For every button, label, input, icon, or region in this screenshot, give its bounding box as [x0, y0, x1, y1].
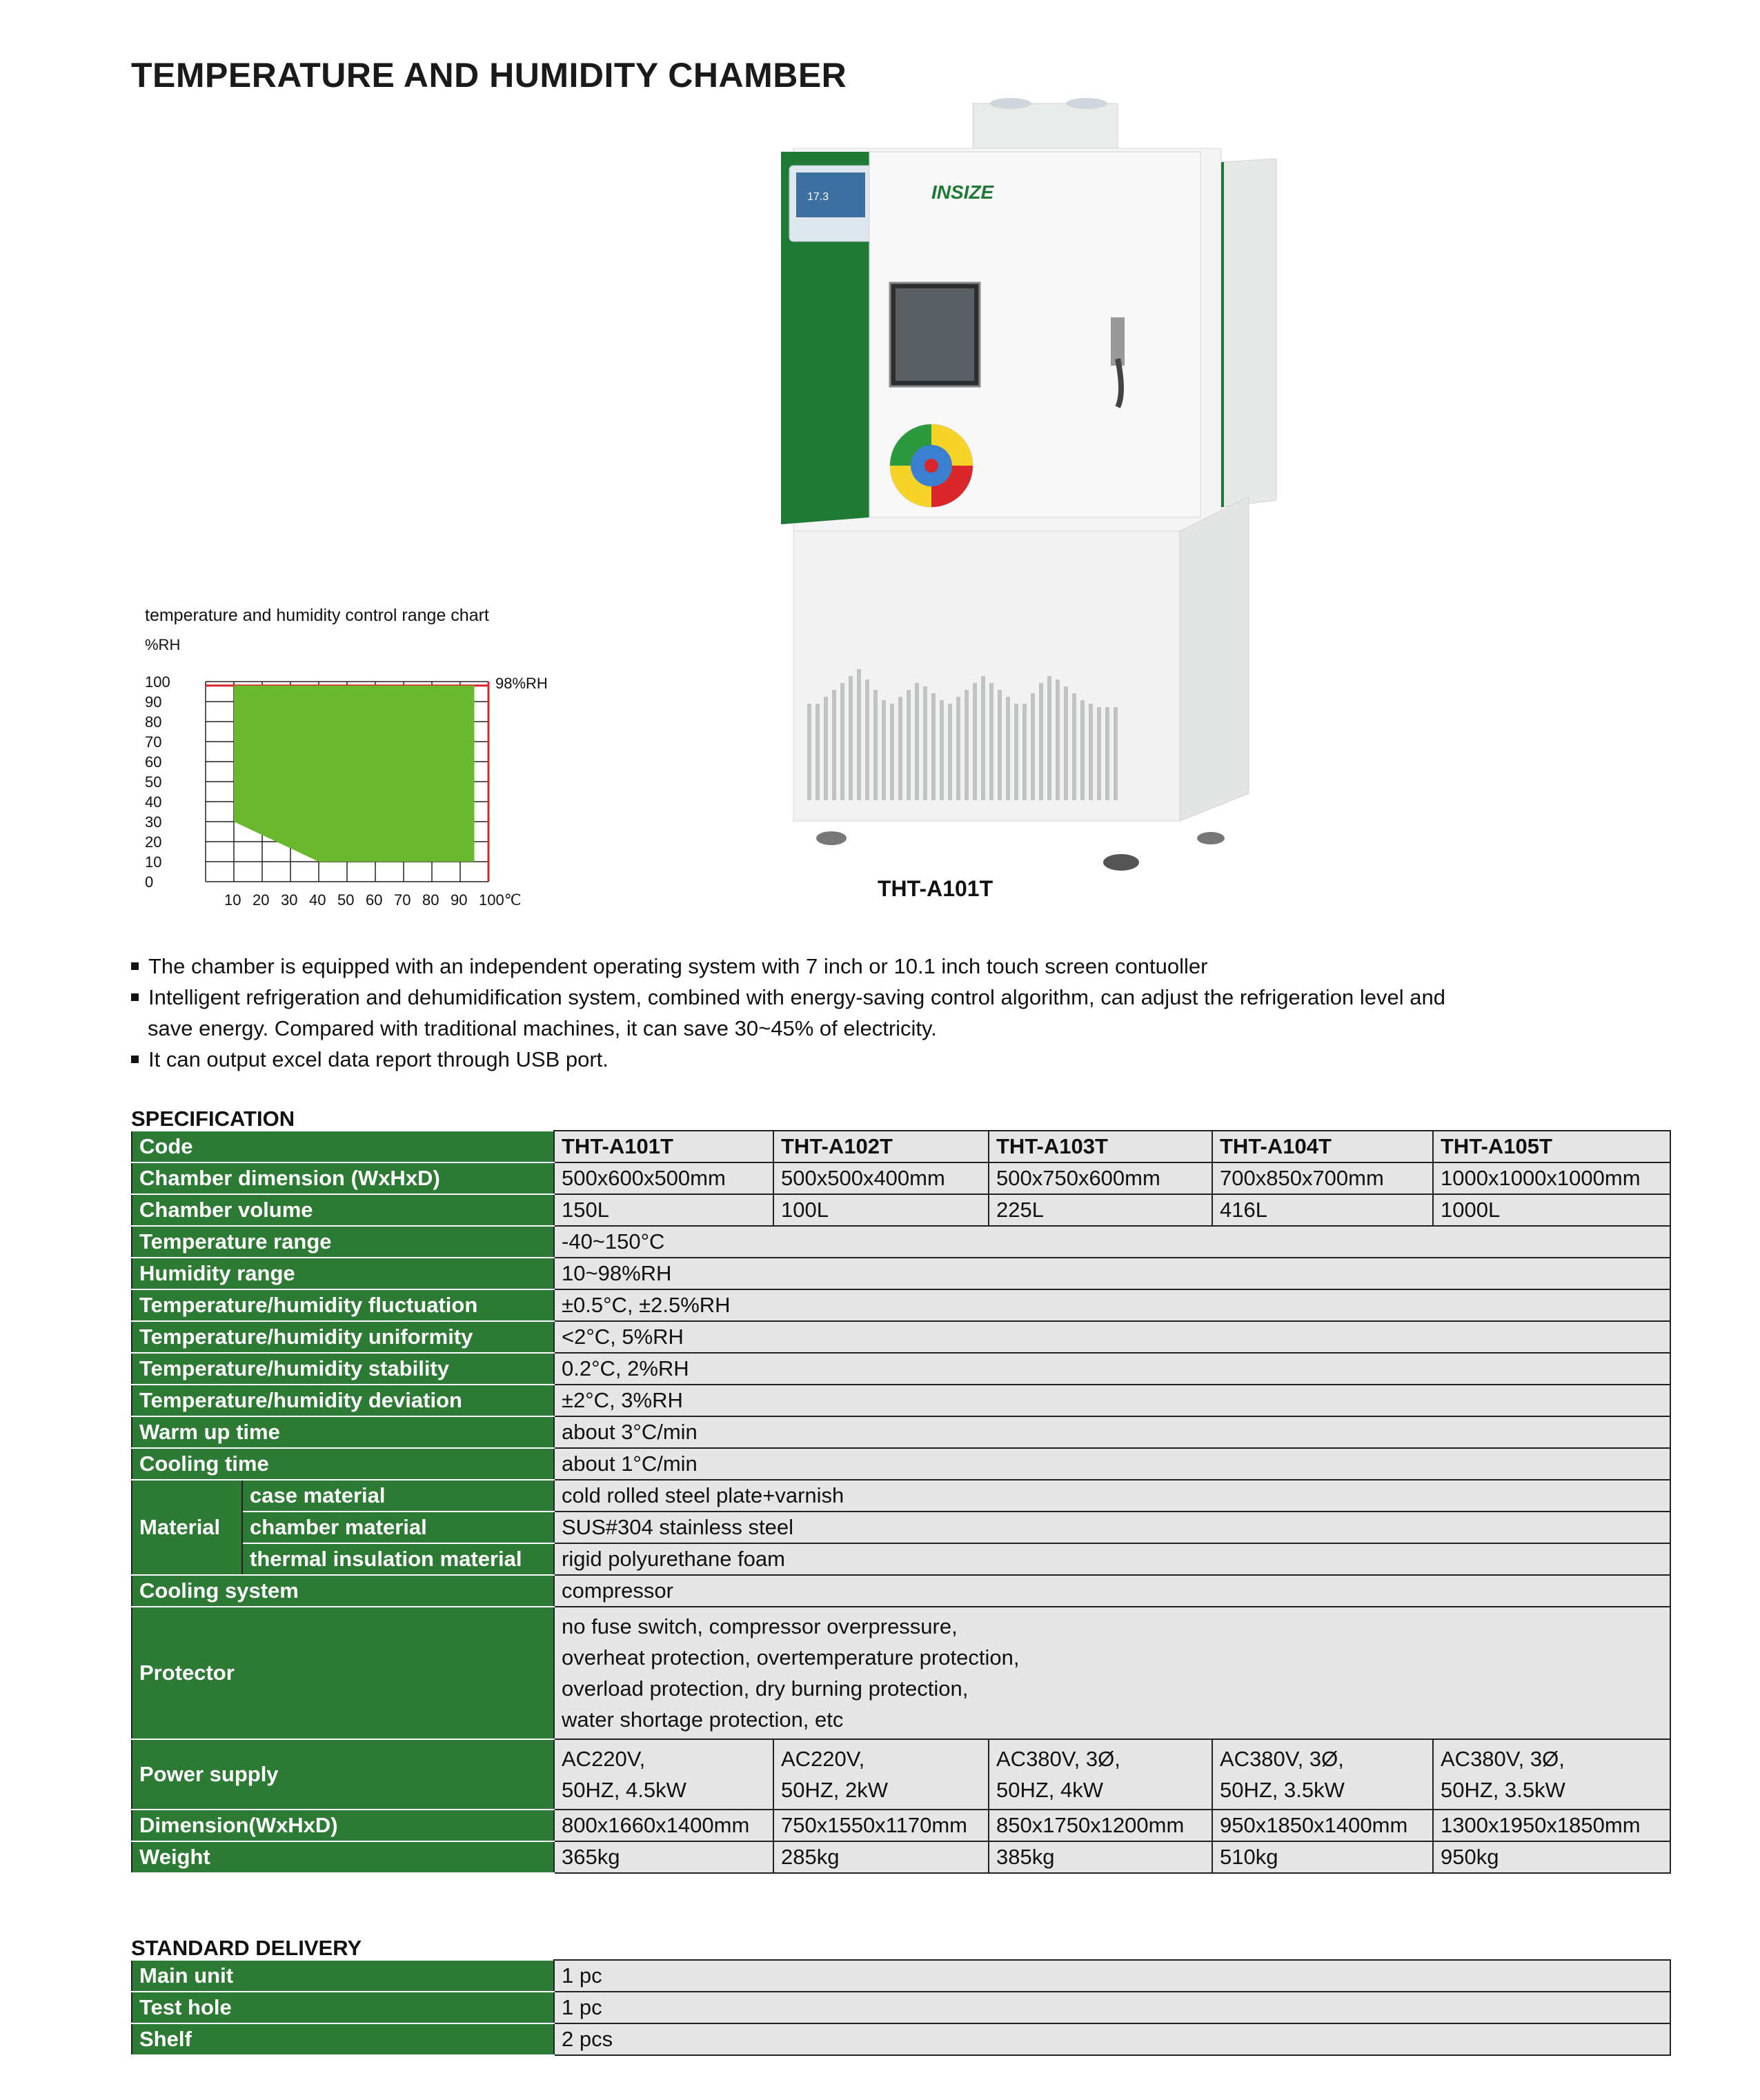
table-cell: no fuse switch, compressor overpressure, overheat protection, overtemperature protection, overload protection, dry burning protection, water shortage protection, etc	[554, 1607, 1670, 1739]
chart-y-tick-label: 50	[145, 773, 162, 791]
table-row	[132, 1226, 1670, 1258]
chart-x-tick-label: 80	[422, 891, 439, 909]
chart-x-tick-label: 10	[224, 891, 241, 909]
chart-title: temperature and humidity control range chart	[145, 606, 489, 625]
table-cell: 225L	[989, 1194, 1212, 1226]
product-model-caption: THT-A101T	[878, 876, 993, 901]
table-cell: 850x1750x1200mm	[989, 1810, 1212, 1841]
chart-y-tick-label: 70	[145, 733, 162, 751]
model-code: THT-A101T	[554, 1131, 773, 1162]
chart-x-tick-label: 20	[253, 891, 270, 909]
spec-section-title: SPECIFICATION	[131, 1107, 295, 1131]
model-code: THT-A103T	[989, 1131, 1212, 1162]
delivery-section-title: STANDARD DELIVERY	[131, 1936, 362, 1960]
chart-y-tick-label: 90	[145, 693, 162, 711]
table-row	[132, 1416, 1670, 1448]
table-row	[132, 1512, 1670, 1543]
table-cell: rigid polyurethane foam	[554, 1543, 1670, 1575]
table-cell: 2 pcs	[554, 2023, 1670, 2055]
table-row	[132, 1810, 1670, 1841]
chart-x-tick-label: 30	[281, 891, 298, 909]
bullet-square-icon	[131, 993, 139, 1001]
table-cell: 500x500x400mm	[773, 1162, 989, 1194]
chart-x-tick-label: 40	[309, 891, 326, 909]
bullet-square-icon	[131, 1056, 139, 1063]
table-cell: 0.2°C, 2%RH	[554, 1353, 1670, 1385]
table-cell: 100L	[773, 1194, 989, 1226]
chart-y-tick-label: 100	[145, 673, 170, 691]
table-cell: AC380V, 3Ø, 50HZ, 3.5kW	[1433, 1739, 1670, 1810]
model-code: THT-A102T	[773, 1131, 989, 1162]
spec-table	[131, 1130, 1671, 1874]
chart-x-tick-label: 50	[337, 891, 355, 909]
table-cell: AC220V, 50HZ, 4.5kW	[554, 1739, 773, 1810]
chart-x-tick-label: 60	[366, 891, 383, 909]
chart-x-tick-label: 90	[451, 891, 468, 909]
row-sublabel: thermal insulation material	[242, 1543, 554, 1575]
table-cell: 385kg	[989, 1841, 1212, 1873]
chart-y-tick-label: 20	[145, 833, 162, 851]
table-cell: 416L	[1212, 1194, 1433, 1226]
row-label: Weight	[132, 1841, 554, 1873]
table-cell: about 1°C/min	[554, 1448, 1670, 1480]
brand-logo: INSIZE	[931, 181, 994, 203]
table-cell: 750x1550x1170mm	[773, 1810, 989, 1841]
row-sublabel: chamber material	[242, 1512, 554, 1543]
control-range-chart	[131, 600, 586, 924]
model-code: THT-A105T	[1433, 1131, 1670, 1162]
table-row	[132, 1607, 1670, 1739]
table-cell: 1300x1950x1850mm	[1433, 1810, 1670, 1841]
table-row	[132, 1448, 1670, 1480]
row-label: Code	[132, 1131, 554, 1162]
feature-item-continued: save energy. Compared with traditional machines, it can save 30~45% of electricity.	[148, 1016, 937, 1040]
table-row	[132, 1194, 1670, 1226]
table-cell: ±0.5°C, ±2.5%RH	[554, 1289, 1670, 1321]
row-label: Temperature/humidity stability	[132, 1353, 554, 1385]
row-label: Dimension(WxHxD)	[132, 1810, 554, 1841]
chart-annotation: 98%RH	[495, 674, 548, 692]
table-cell: SUS#304 stainless steel	[554, 1512, 1670, 1543]
table-row	[132, 2023, 1670, 2055]
chart-y-tick-label: 30	[145, 813, 162, 831]
table-cell: AC380V, 3Ø, 50HZ, 4kW	[989, 1739, 1212, 1810]
table-row	[132, 1258, 1670, 1289]
row-label: Temperature/humidity fluctuation	[132, 1289, 554, 1321]
feature-item: Intelligent refrigeration and dehumidification system, combined with energy-saving control algorithm, can adjust the refrigeration level and	[131, 982, 1580, 1013]
row-sublabel: case material	[242, 1480, 554, 1512]
table-cell: 500x600x500mm	[554, 1162, 773, 1194]
table-row	[132, 1162, 1670, 1194]
row-label: Warm up time	[132, 1416, 554, 1448]
model-code: THT-A104T	[1212, 1131, 1433, 1162]
table-cell: AC380V, 3Ø, 50HZ, 3.5kW	[1212, 1739, 1433, 1810]
table-row	[132, 1992, 1670, 2023]
row-label: Chamber volume	[132, 1194, 554, 1226]
svg-text:17.3: 17.3	[807, 191, 829, 203]
row-label: Cooling system	[132, 1575, 554, 1607]
table-cell: about 3°C/min	[554, 1416, 1670, 1448]
table-row	[132, 1321, 1670, 1353]
table-cell: 500x750x600mm	[989, 1162, 1212, 1194]
chart-ylabel: %RH	[145, 636, 181, 653]
row-label: Temperature/humidity uniformity	[132, 1321, 554, 1353]
feature-list	[131, 951, 1580, 1075]
table-cell: 700x850x700mm	[1212, 1162, 1433, 1194]
chart-x-tick-label: 100℃	[479, 891, 522, 909]
row-label: Cooling time	[132, 1448, 554, 1480]
table-row	[132, 1385, 1670, 1416]
table-cell: 1000L	[1433, 1194, 1670, 1226]
table-cell: 510kg	[1212, 1841, 1433, 1873]
chart-y-tick-label: 10	[145, 853, 162, 871]
table-cell: 285kg	[773, 1841, 989, 1873]
table-cell: -40~150°C	[554, 1226, 1670, 1258]
bullet-square-icon	[131, 962, 139, 970]
table-cell: 10~98%RH	[554, 1258, 1670, 1289]
table-row	[132, 1960, 1670, 1992]
row-label: Protector	[132, 1607, 554, 1739]
chart-y-tick-label: 80	[145, 713, 162, 731]
table-cell: ±2°C, 3%RH	[554, 1385, 1670, 1416]
chart-y-tick-label: 40	[145, 793, 162, 811]
chart-x-tick-label: 70	[394, 891, 411, 909]
chamber-product-image	[766, 97, 1290, 883]
table-cell: compressor	[554, 1575, 1670, 1607]
row-label: Chamber dimension (WxHxD)	[132, 1162, 554, 1194]
row-label: Test hole	[132, 1992, 554, 2023]
table-cell: AC220V, 50HZ, 2kW	[773, 1739, 989, 1810]
table-row	[132, 1739, 1670, 1810]
table-row	[132, 1353, 1670, 1385]
table-cell: 150L	[554, 1194, 773, 1226]
row-label: Power supply	[132, 1739, 554, 1810]
table-row	[132, 1841, 1670, 1873]
chart-y-tick-label: 0	[145, 873, 154, 891]
chart-range-area	[234, 686, 475, 862]
row-label: Temperature range	[132, 1226, 554, 1258]
table-cell: 1000x1000x1000mm	[1433, 1162, 1670, 1194]
row-label: Shelf	[132, 2023, 554, 2055]
table-cell: 1 pc	[554, 1992, 1670, 2023]
page-title: TEMPERATURE AND HUMIDITY CHAMBER	[131, 56, 847, 95]
table-row	[132, 1131, 1670, 1162]
table-row	[132, 1480, 1670, 1512]
table-row	[132, 1289, 1670, 1321]
row-label: Material	[132, 1480, 242, 1575]
table-cell: cold rolled steel plate+varnish	[554, 1480, 1670, 1512]
feature-item: It can output excel data report through USB port.	[131, 1044, 1580, 1075]
table-cell: 365kg	[554, 1841, 773, 1873]
table-row	[132, 1543, 1670, 1575]
row-label: Humidity range	[132, 1258, 554, 1289]
table-cell: <2°C, 5%RH	[554, 1321, 1670, 1353]
feature-item: The chamber is equipped with an independent operating system with 7 inch or 10.1 inch touch screen contuoller	[131, 951, 1580, 982]
row-label: Temperature/humidity deviation	[132, 1385, 554, 1416]
table-row	[132, 1575, 1670, 1607]
table-cell: 950x1850x1400mm	[1212, 1810, 1433, 1841]
delivery-table	[131, 1959, 1671, 2056]
table-cell: 950kg	[1433, 1841, 1670, 1873]
table-cell: 800x1660x1400mm	[554, 1810, 773, 1841]
row-label: Main unit	[132, 1960, 554, 1992]
chart-y-tick-label: 60	[145, 753, 162, 771]
table-cell: 1 pc	[554, 1960, 1670, 1992]
